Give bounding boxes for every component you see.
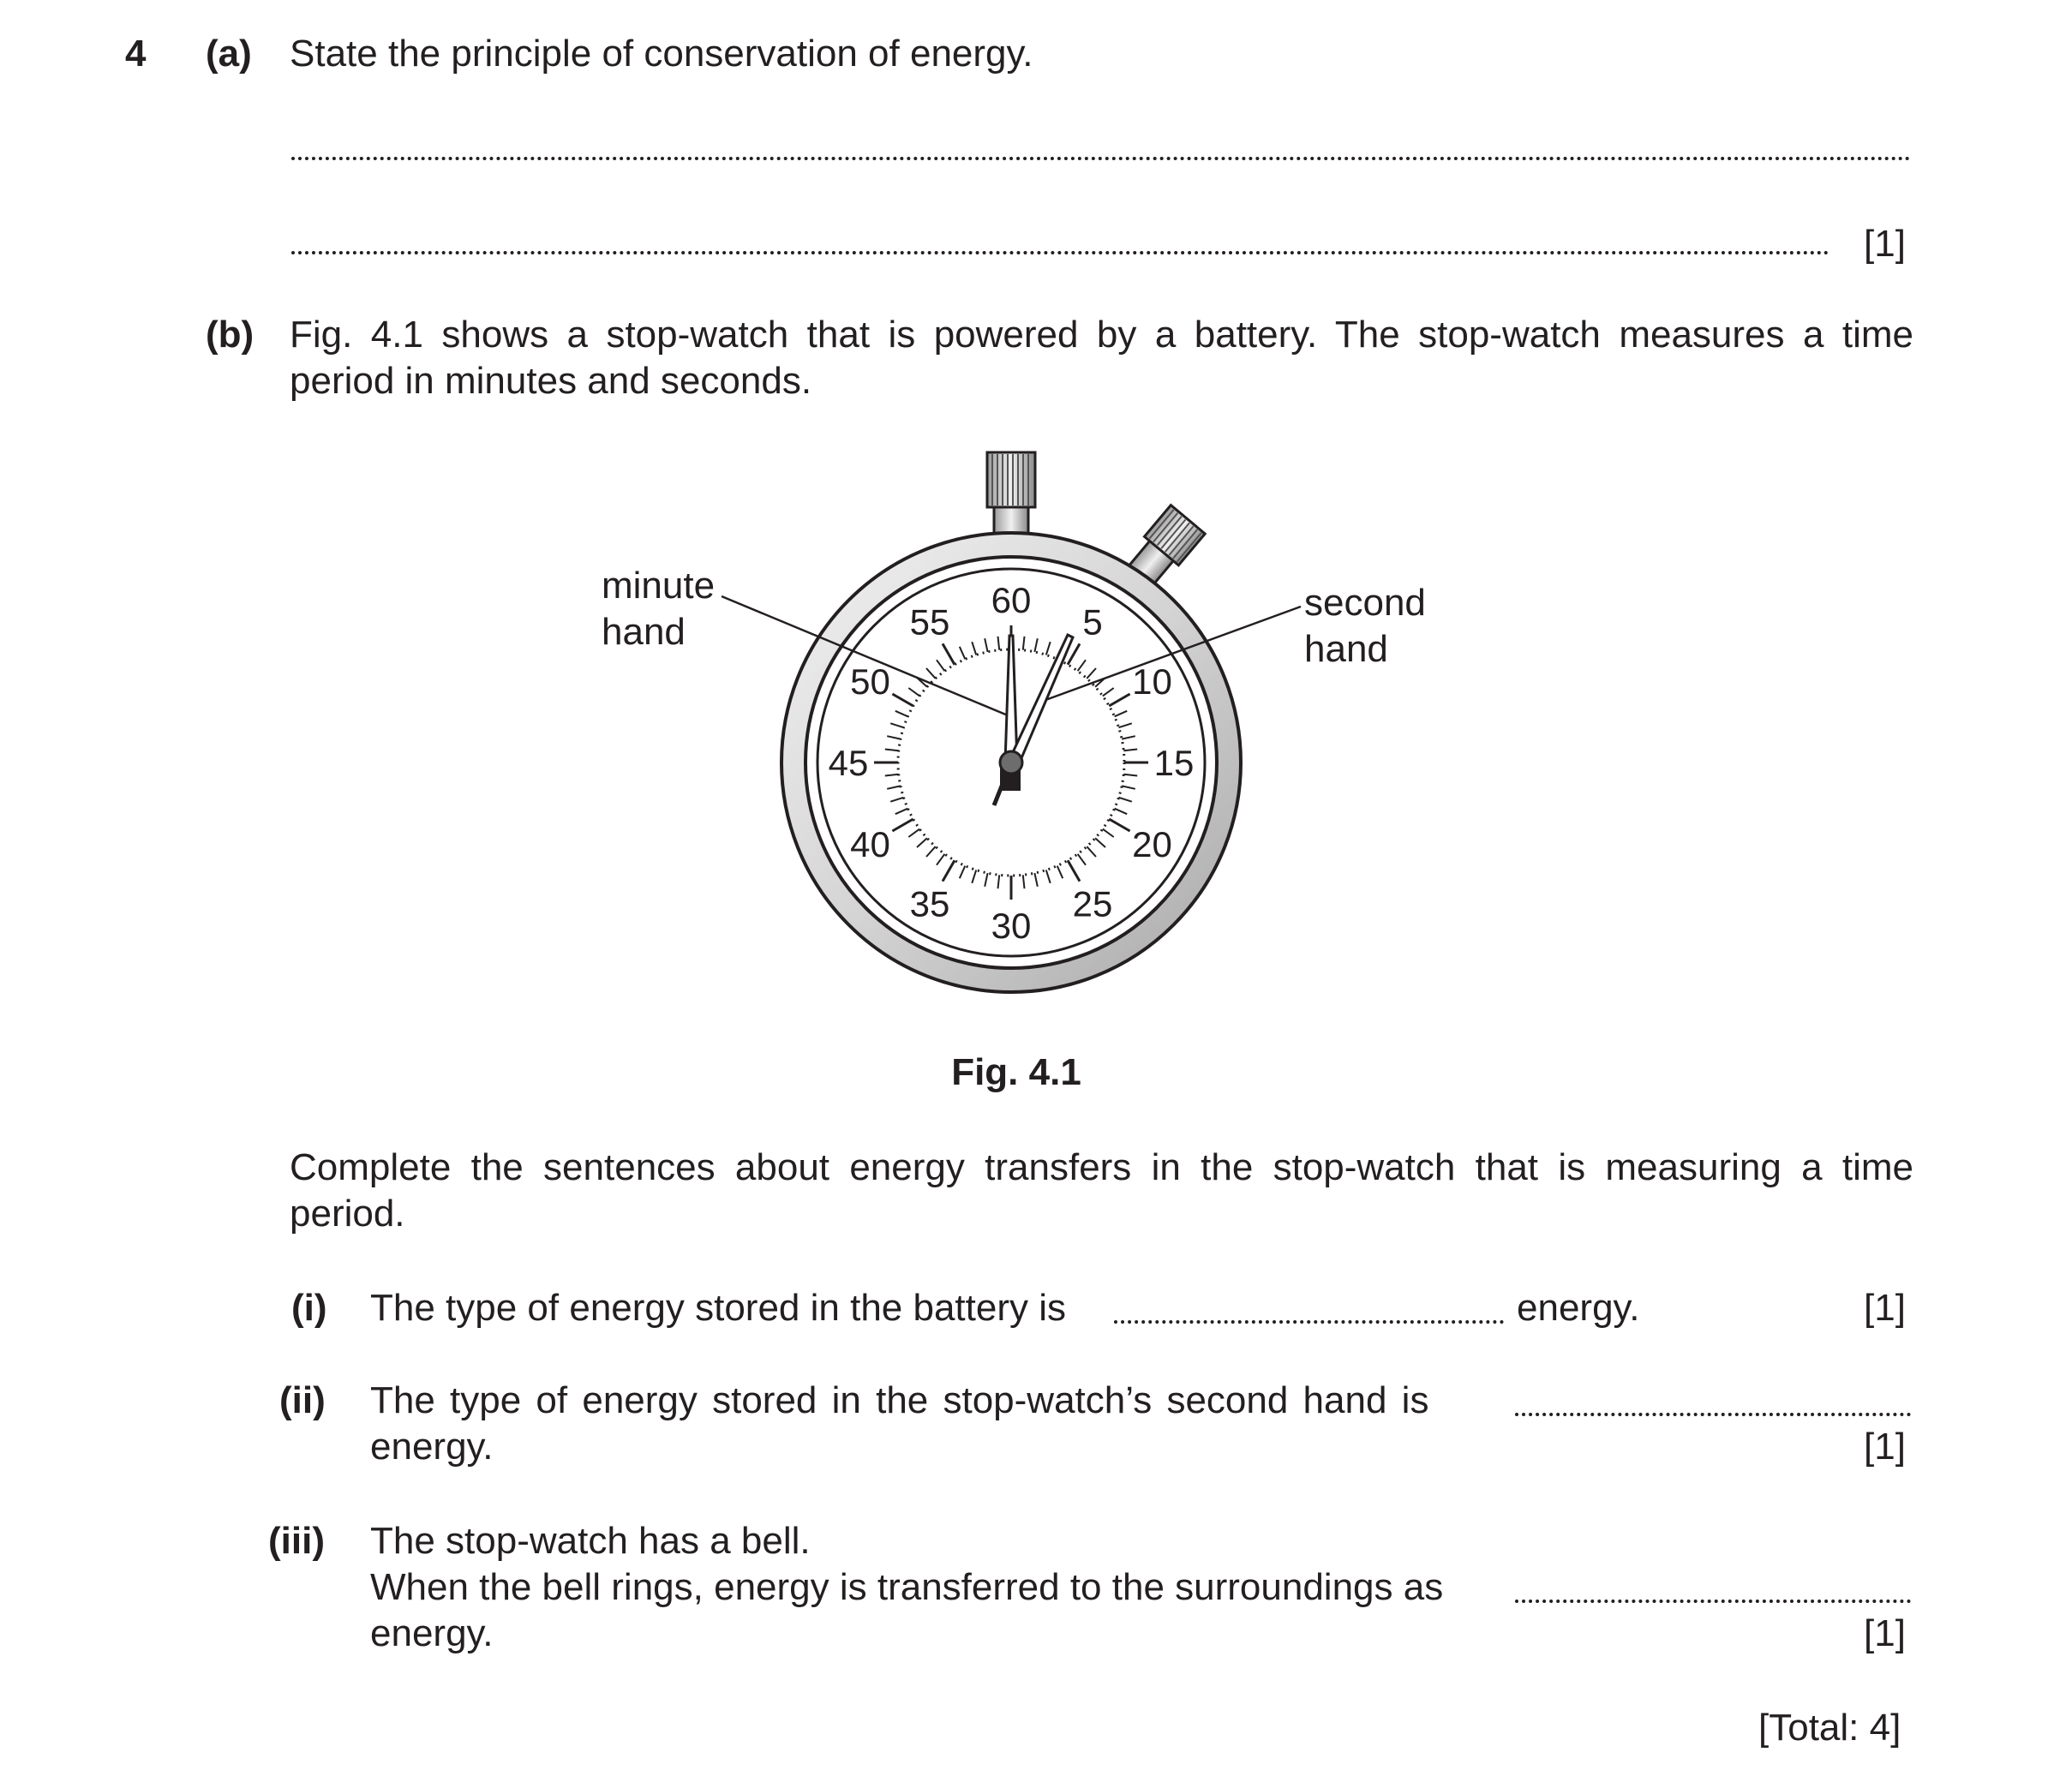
question-number: 4 [125,33,147,75]
dial-number: 15 [1153,743,1195,783]
minute-hand-label-line2: hand [602,611,686,653]
second-hand-label-line2: hand [1304,628,1388,670]
sub-i-label: (i) [291,1287,327,1329]
sub-ii-marks: [1] [1864,1426,1906,1468]
sub-iii-text-line1: The stop-watch has a bell. [370,1520,811,1562]
answer-line-iii[interactable] [1515,1600,1911,1603]
sub-i-text-after: energy. [1517,1287,1640,1329]
dial-number: 5 [1082,601,1103,643]
part-a-label: (a) [206,33,252,75]
dial-number: 20 [1132,824,1172,864]
sub-ii-label: (ii) [279,1379,326,1421]
dial-number: 60 [991,580,1032,620]
instruction-line1: Complete the sentences about energy transfers in the stop-watch that is measuring a time [290,1146,1913,1188]
dial-number: 40 [850,824,890,864]
part-b-intro-line2: period in minutes and seconds. [290,360,812,402]
dial-number: 45 [828,743,869,783]
sub-iii-text-line2: When the bell rings, energy is transferred to the surroundings as [370,1566,1444,1608]
part-b-intro-line1: Fig. 4.1 shows a stop-watch that is powered by a battery. The stop-watch measures a time [290,314,1913,356]
sub-i-text-before: The type of energy stored in the battery is [370,1287,1067,1329]
dial-number: 30 [991,906,1032,946]
dial-number: 35 [909,883,950,924]
part-b-label: (b) [206,314,255,356]
dial-number: 25 [1072,883,1113,924]
part-a-marks: [1] [1864,223,1906,265]
dial-number: 50 [850,661,890,702]
sub-ii-text-line2: energy. [370,1426,494,1468]
dial-number: 10 [1132,661,1172,702]
minute-hand-label-line1: minute [602,565,716,607]
crown-button [987,452,1035,540]
second-hand-label-line1: second [1304,582,1426,624]
total-marks: [Total: 4] [1758,1707,1901,1749]
answer-line-i[interactable] [1114,1320,1504,1324]
part-a-prompt: State the principle of conservation of energy. [290,33,1033,75]
dial-number: 55 [909,601,950,643]
sub-iii-label: (iii) [268,1520,325,1562]
hand-pivot [1000,751,1022,774]
sub-i-marks: [1] [1864,1287,1906,1329]
figure-caption: Fig. 4.1 [951,1051,1081,1093]
answer-line-ii[interactable] [1515,1413,1911,1416]
sub-ii-text-line1: The type of energy stored in the stop-watch’s second hand is [370,1379,1429,1421]
instruction-line2: period. [290,1193,405,1235]
sub-iii-text-line3: energy. [370,1612,494,1654]
sub-iii-marks: [1] [1864,1612,1906,1654]
